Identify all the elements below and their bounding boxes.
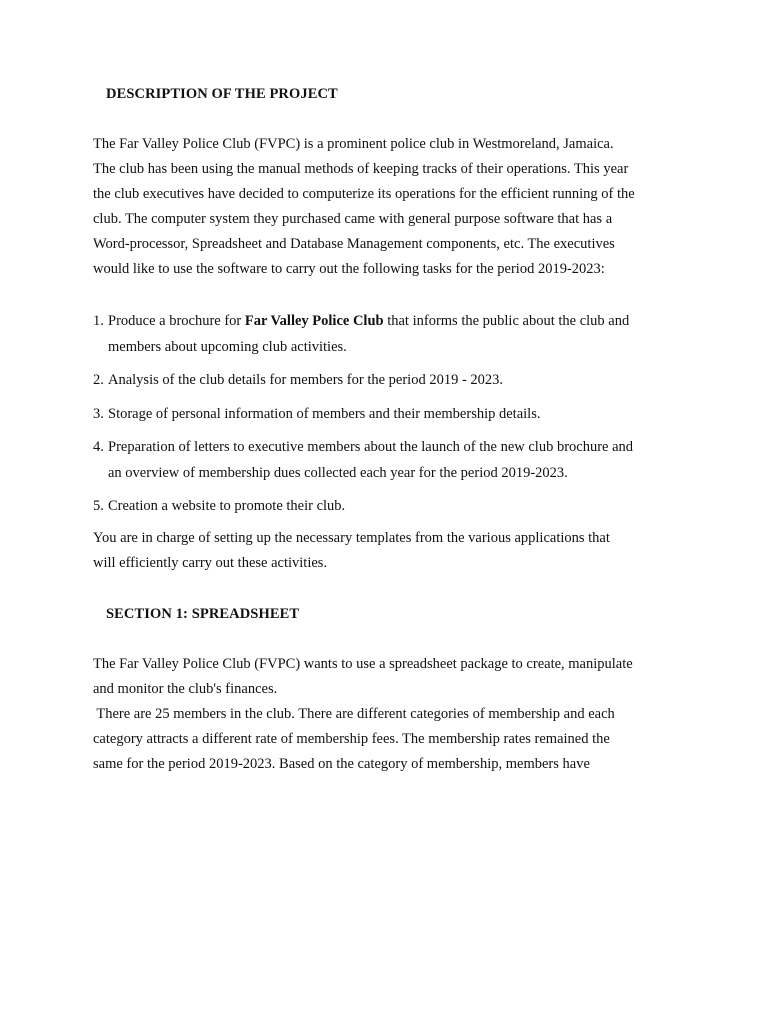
task-text: Creation a website to promote their club. xyxy=(108,498,346,514)
section1-line: same for the period 2019-2023. Based on the category of membership, members have xyxy=(93,756,590,772)
task-item xyxy=(93,368,683,394)
task-number: 4. xyxy=(93,439,104,455)
intro-line: The Far Valley Police Club (FVPC) is a prominent police club in Westmoreland, Jamaica. xyxy=(93,136,614,152)
charge-line: You are in charge of setting up the necessary templates from the various applications that xyxy=(93,530,610,546)
task-item xyxy=(93,435,683,486)
task-item xyxy=(93,309,683,360)
charge-paragraph xyxy=(93,526,683,576)
intro-line: The club has been using the manual methods of keeping tracks of their operations. This year xyxy=(93,161,629,177)
task-continuation: members about upcoming club activities. xyxy=(108,338,347,355)
task-item xyxy=(93,494,683,520)
section1-line: There are 25 members in the club. There are different categories of membership and each xyxy=(93,706,615,722)
task-text: Produce a brochure for xyxy=(108,313,245,329)
task-text-rest: that informs the public about the club and xyxy=(383,313,630,329)
heading-description: DESCRIPTION OF THE PROJECT xyxy=(106,86,338,102)
section1-line: category attracts a different rate of membership fees. The membership rates remained the xyxy=(93,731,610,747)
task-number: 2. xyxy=(93,372,104,388)
task-list xyxy=(93,309,683,528)
section1-line: and monitor the club's finances. xyxy=(93,681,278,697)
charge-line: will efficiently carry out these activities. xyxy=(93,555,328,571)
task-text: Preparation of letters to executive members about the launch of the new club brochure and xyxy=(108,439,634,455)
section1-paragraph xyxy=(93,652,683,777)
task-number: 1. xyxy=(93,313,104,329)
task-continuation: an overview of membership dues collected each year for the period 2019-2023. xyxy=(108,464,568,481)
task-text: Storage of personal information of members and their membership details. xyxy=(108,405,541,422)
intro-line: club. The computer system they purchased came with general purpose software that has a xyxy=(93,211,613,227)
intro-line: Word-processor, Spreadsheet and Database Management components, etc. The executives xyxy=(93,236,615,252)
task-number: 5. xyxy=(93,498,104,514)
intro-line: would like to use the software to carry out the following tasks for the period 2019-2023: xyxy=(93,261,605,277)
task-item xyxy=(93,402,683,428)
heading-section-1: SECTION 1: SPREADSHEET xyxy=(106,606,300,622)
intro-paragraph xyxy=(93,132,683,282)
task-text: Analysis of the club details for members for the period 2019 - 2023. xyxy=(108,372,504,388)
task-number: 3. xyxy=(93,405,104,422)
club-name-bold: Far Valley Police Club xyxy=(244,313,384,329)
section1-line: The Far Valley Police Club (FVPC) wants to use a spreadsheet package to create, manipulate xyxy=(93,656,633,672)
intro-line: the club executives have decided to computerize its operations for the efficient running of the xyxy=(93,186,635,202)
